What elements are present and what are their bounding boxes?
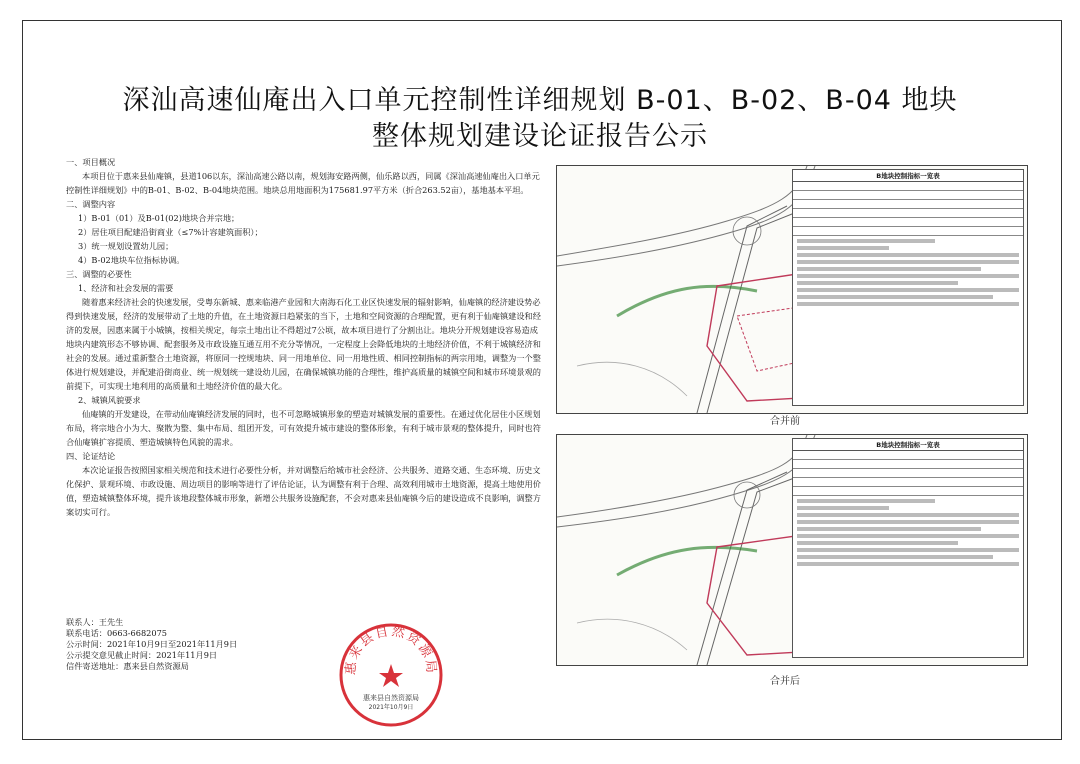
conclusion-heading: 四、论证结论 — [66, 451, 116, 461]
contact-person: 联系人：王先生 — [66, 617, 124, 627]
content-heading: 二、调整内容 — [66, 199, 116, 209]
content-item: 1）B-01（01）及B-01(02)地块合并宗地； — [78, 213, 240, 223]
seal-signature: 惠来县自然资源局 — [363, 694, 419, 702]
map-after-caption: 合并后 — [770, 676, 800, 687]
seal-date: 2021年10月9日 — [368, 704, 414, 711]
overview-text: 本项目位于惠来县仙庵镇，县道106以东，深汕高速公路以南，规划海安路两侧，仙乐路以西，同属《深汕高速仙庵出入口单元控制性详细规划》中的B-01、B-02、B-04地块范围。地块总用地面积为175681.97平方米（折合263.52亩），基地基本平坦。 — [66, 171, 540, 195]
conclusion-text: 本次论证报告按照国家相关规范和技术进行必要性分析，并对调整后给城市社会经济、公共服务、道路交通、生态环境、历史文化保护、景观环境、市政设施、周边项目的影响等进行了评估论证，认为调整有利于合理、高效利用城市土地资源，提高土地使用价值，塑造城镇整体环境，提升该地段整体城市形象，新增公共服务设施配套，不会对惠来县仙庵镇今后的建设造成不良影响，调整方案切实可行。 — [66, 465, 541, 517]
map-before — [556, 165, 1028, 414]
map-before-table-title: B地块控制指标一览表 — [793, 170, 1023, 182]
content-item: 3）统一规划设置幼儿园； — [78, 241, 174, 251]
content-item: 4）B-02地块车位指标协调。 — [78, 255, 185, 265]
contact-block — [66, 617, 366, 672]
sub2-heading: 2、城镇风貌要求 — [78, 395, 141, 405]
content-item: 2）居住项目配建沿街商业（≤7%计容建筑面积）； — [78, 227, 263, 237]
official-seal — [336, 620, 446, 730]
sub1-heading: 1、经济和社会发展的需要 — [78, 283, 174, 293]
seal-text: 惠来县自然资源局 — [343, 624, 439, 676]
sub1-text: 随着惠来经济社会的快速发展，受粤东新城、惠来临港产业园和大南海石化工业区快速发展的辐射影响，仙庵镇的经济建设势必得到快速发展，经济的发展带动了土地的升值，在土地资源日趋紧张的当下，土地和空间资源的合理配置，更有利于仙庵镇建设和经济的发展，因惠来属于小城镇，按相关规定，每宗土地出让不得超过7公顷，故本项目进行了分割出让。地块分开规划建设容易造成地块内建筑形态不够协调、配套服务及市政设施互通互用不充分等情况，一定程度上会降低地块的土地经济价值，不利于城镇经济和社会的发展。通过重新整合土地资源，将原同一控规地块、同一用地单位、同一用地性质、相同控制指标的两宗用地，调整为一个整体进行规划建设，并配建沿街商业、统一规划统一建设幼儿园，在确保城镇功能的合理性，维护高质量的城镇空间和城市环境景观的前提下，可实现土地利用的高质量和土地经济价值的最大化。 — [66, 297, 541, 391]
sub2-text: 仙庵镇的开发建设，在带动仙庵镇经济发展的同时，也不可忽略城镇形象的塑造对城镇发展的重要性。在通过优化居住小区规划布局，将宗地合小为大、聚散为整、集中布局、组团开发，可有效提升城市建设的整体形象，有利于城市景观的整体提升，同时也符合仙庵镇扩容提质、塑造城镇特色风貌的需求。 — [66, 409, 541, 447]
comment-deadline: 公示提交意见截止时间：2021年11月9日 — [66, 650, 218, 660]
contact-phone: 联系电话：0663-6682075 — [66, 628, 168, 638]
notice-period: 公示时间：2021年10月9日至2021年11月9日 — [66, 639, 238, 649]
map-after-table-title: B地块控制指标一览表 — [793, 439, 1023, 451]
mailing-address: 信件寄送地址：惠来县自然资源局 — [66, 661, 189, 671]
notice-body — [66, 155, 541, 519]
map-before-indicator-panel — [792, 169, 1024, 406]
map-after-indicator-panel — [792, 438, 1024, 658]
overview-heading: 一、项目概况 — [66, 157, 116, 167]
page-title: 深汕高速仙庵出入口单元控制性详细规划 B-01、B-02、B-04 地块 — [122, 85, 958, 116]
necessity-heading: 三、调整的必要性 — [66, 269, 132, 279]
map-before-caption: 合并前 — [770, 416, 800, 427]
map-after — [556, 434, 1028, 666]
page-subtitle: 整体规划建设论证报告公示 — [372, 121, 708, 152]
